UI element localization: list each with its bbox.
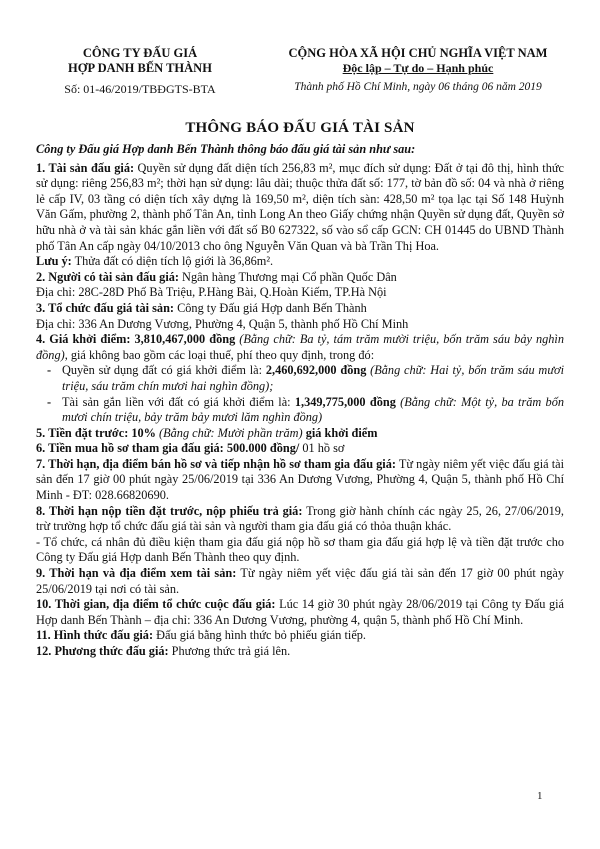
bullet-land-price: 2,460,692,000 đồng	[265, 363, 367, 378]
item-7-text: Từ ngày niêm yết việc đấu giá tài sản đến 17 giờ 00 phút ngày 25/06/2019 tại 336 An Dương Vương, Phường 4, Quận 5, thành phố Hồ Chí Minh - ĐT: 028.66820690.	[36, 456, 564, 503]
bullet-land-words: (Bằng chữ: Hai tỷ, bốn trăm sáu mươi triệu, sáu trăm chín mươi hai nghìn đồng);	[62, 363, 564, 393]
intro-line: Công ty Đấu giá Hợp danh Bến Thành thông báo đấu giá tài sản như sau:	[36, 142, 416, 156]
item-8-extra: - Tổ chức, cá nhân đủ điều kiện tham gia đấu giá nộp hồ sơ tham gia đấu giá hợp lệ và tiền đặt trước cho Công ty Đấu giá Hợp danh Bến Thành theo quy định.	[36, 534, 564, 565]
item-11-label: 11. Hình thức đấu giá:	[36, 628, 154, 643]
item-12-label: 12. Phương thức đấu giá:	[36, 644, 169, 658]
item-4	[36, 332, 564, 363]
document-title: THÔNG BÁO ĐẤU GIÁ TÀI SẢN	[185, 120, 415, 136]
item-1	[36, 161, 564, 255]
item-7	[36, 457, 564, 504]
item-6-label: 6. Tiền mua hồ sơ tham gia đấu giá: 500.000 đồng/	[36, 441, 300, 456]
nation-title: CỘNG HÒA XÃ HỘI CHỦ NGHĨA VIỆT NAM	[288, 46, 548, 60]
item-9-label: 9. Thời hạn và địa điểm xem tài sản:	[36, 566, 237, 581]
note	[36, 254, 564, 270]
item-3	[36, 301, 564, 317]
item-9-text: Từ ngày niêm yết việc đấu giá tài sản đến 17 giờ 00 phút ngày 25/06/2019 tại nơi có tài sản.	[36, 566, 564, 596]
company-name-line1: CÔNG TY ĐẤU GIÁ	[82, 46, 198, 60]
item-4-text: , giá không bao gồm các loại thuế, phí theo quy định, trong đó:	[64, 347, 375, 362]
item-6-text: 01 hồ sơ	[299, 441, 345, 456]
item-10-text: Lúc 14 giờ 30 phút ngày 28/06/2019 tại Công ty Đấu giá Hợp danh Bến Thành – địa chỉ: 336 An Dương Vương, phường 4, quận 5, thành phố Hồ Chí Minh.	[36, 597, 564, 627]
item-12-text: Phương thức trả giá lên.	[168, 644, 291, 658]
item-10	[36, 597, 564, 628]
item-10-label: 10. Thời gian, địa điểm tổ chức cuộc đấu giá:	[36, 597, 276, 612]
item-3-text: Công ty Đấu giá Hợp danh Bến Thành	[174, 300, 367, 315]
item-4-label: 4. Giá khởi điểm: 3,810,467,000 đồng	[36, 332, 236, 347]
document-number: Số: 01-46/2019/TBĐGTS-BTA	[64, 82, 216, 96]
document-body	[36, 142, 564, 660]
item-4-words: (Bằng chữ: Ba tỷ, tám trăm mười triệu, bốn trăm sáu bảy nghìn đồng)	[36, 332, 564, 362]
national-motto: Độc lập – Tự do – Hạnh phúc	[342, 61, 494, 75]
bullet-dash: -	[46, 394, 52, 409]
company-header	[40, 46, 240, 97]
item-5	[36, 426, 564, 442]
bullet-building-words: (Bằng chữ: Một tỷ, ba trăm bốn mươi chín triệu, bảy trăm bảy mươi lăm nghìn đồng)	[62, 394, 564, 425]
item-5-words: (Bằng chữ: Mười phần trăm)	[155, 425, 303, 440]
national-header	[268, 46, 568, 93]
item-11-text: Đấu giá bằng hình thức bỏ phiếu gián tiếp.	[153, 628, 366, 643]
note-text: Thửa đất có diện tích lộ giới là 36,86m².	[71, 254, 274, 269]
item-2-text: Ngân hàng Thương mại Cổ phần Quốc Dân	[178, 269, 397, 284]
item-8-label: 8. Thời hạn nộp tiền đặt trước, nộp phiếu trả giá:	[36, 503, 303, 518]
item-4-bullet-land	[36, 363, 564, 394]
bullet-building-text: Tài sản gắn liền với đất có giá khởi điểm là:	[62, 394, 295, 409]
item-3-label: 3. Tổ chức đấu giá tài sản:	[36, 300, 174, 315]
item-2	[36, 270, 564, 286]
item-2-address: Địa chỉ: 28C-28D Phố Bà Triệu, P.Hàng Bài, Q.Hoàn Kiếm, TP.Hà Nội	[36, 285, 387, 300]
item-3-address: Địa chỉ: 336 An Dương Vương, Phường 4, Quận 5, thành phố Hồ Chí Minh	[36, 316, 409, 331]
item-8	[36, 504, 564, 535]
item-9	[36, 566, 564, 597]
note-label: Lưu ý:	[36, 254, 72, 269]
item-12	[36, 644, 564, 660]
item-1-label: 1. Tài sản đấu giá:	[36, 160, 135, 175]
item-1-text: Quyền sử dụng đất diện tích 256,83 m², mục đích sử dụng: Đất ở tại đô thị, hình thức sử dụng: riêng 256,83 m²; thời hạn sử dụng: lâu dài; thuộc thửa đất số: 177, tờ bản đồ số: 04 và nhà ở riêng lẻ cấp IV, 03 tầng có diện tích xây dựng là 169,50 m², diện tích sàn: 428,50 m² tọa lạc tại Số 148 Huỳnh Văn Gấm, phường 2, thành phố Tân An, tỉnh Long An theo Giấy chứng nhận Quyền sử dụng đất, Quyền sở hữu nhà ở và tài sản khác gắn liền với đất số B0 627322, số vào sổ cấp GCN: CH 01445 do UBND Thành phố Tân An cấp ngày 04/10/2013 cho ông Nguyễn Văn Quan và bà Trần Thị Hoa.	[36, 160, 564, 253]
bullet-dash: -	[46, 363, 52, 378]
item-8-text: Trong giờ hành chính các ngày 25, 26, 27/06/2019, trừ trường hợp tổ chức đấu giá tài sản và người tham gia đấu giá có thỏa thuận khác.	[36, 503, 564, 534]
item-5-tail: giá khởi điểm	[302, 425, 378, 440]
bullet-building-price: 1,349,775,000 đồng	[294, 394, 396, 409]
item-4-bullet-building	[36, 395, 564, 426]
item-2-label: 2. Người có tài sản đấu giá:	[36, 269, 179, 284]
company-name-line2: HỢP DANH BẾN THÀNH	[68, 61, 212, 75]
item-5-label: 5. Tiền đặt trước: 10%	[36, 425, 156, 440]
bullet-land-text: Quyền sử dụng đất có giá khởi điểm là:	[62, 363, 266, 378]
item-6	[36, 441, 564, 457]
item-11	[36, 628, 564, 644]
place-date: Thành phố Hồ Chí Minh, ngày 06 tháng 06 năm 2019	[294, 81, 542, 93]
item-7-label: 7. Thời hạn, địa điểm bán hồ sơ và tiếp nhận hồ sơ tham gia đấu giá:	[36, 456, 396, 471]
page-number: 1	[537, 790, 543, 802]
